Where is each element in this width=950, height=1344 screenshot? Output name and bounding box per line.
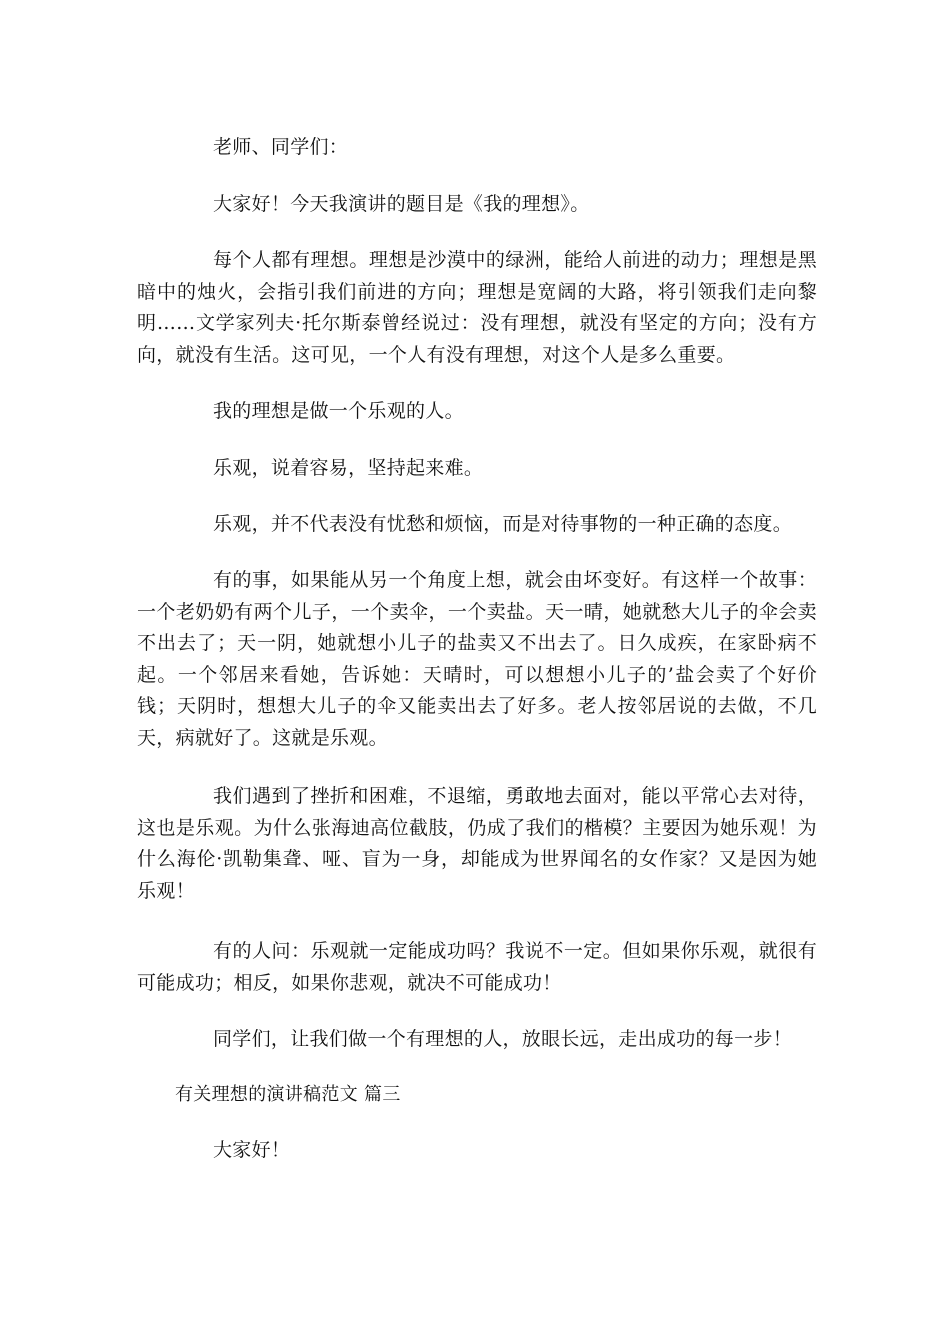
paragraph-optimism-hard: 乐观，说着容易，坚持起来难。 — [213, 457, 484, 479]
section-heading: 有关理想的演讲稿范文 篇三 — [175, 1084, 401, 1105]
paragraph-greeting: 老师、同学们： — [213, 136, 349, 158]
paragraph-call-to-action: 同学们，让我们做一个有理想的人，放眼长远，走出成功的每一步！ — [213, 1028, 793, 1050]
paragraph-my-ideal: 我的理想是做一个乐观的人。 — [213, 400, 464, 422]
paragraph-intro: 大家好！今天我演讲的题目是《我的理想》。 — [213, 193, 590, 215]
paragraph-ideals: 每个人都有理想。理想是沙漠中的绿洲，能给人前进的动力；理想是黑暗中的烛火，会指引我们前进的方向；理想是宽阔的大路，将引领我们走向黎明……文学家列夫·托尔斯泰曾经说过：没有理想，就没有坚定的方向；没有方向，就没有生活。这可见，一个人有没有理想，对这个人是多么重要。 — [137, 249, 817, 366]
paragraph-examples: 我们遇到了挫折和困难，不退缩，勇敢地去面对，能以平常心去对待，这也是乐观。为什么张海迪高位截肢，仍成了我们的楷模？主要因为她乐观！为什么海伦·凯勒集聋、哑、盲为一身，却能成为世界闻名的女作家？又是因为她乐观！ — [137, 785, 817, 902]
paragraph-success: 有的人问：乐观就一定能成功吗？我说不一定。但如果你乐观，就很有可能成功；相反，如果你悲观，就决不可能成功！ — [137, 940, 817, 994]
paragraph-closing-greeting: 大家好！ — [213, 1139, 291, 1161]
paragraph-story: 有的事，如果能从另一个角度上想，就会由坏变好。有这样一个故事：一个老奶奶有两个儿子，一个卖伞，一个卖盐。天一晴，她就愁大儿子的伞会卖不出去了；天一阴，她就想小儿子的盐卖又不出去了。日久成疾，在家卧病不起。一个邻居来看她，告诉她：天晴时，可以想想小儿子的’盐会卖了个好价钱；天阴时，想想大儿子的伞又能卖出去了好多。老人按邻居说的去做，不几天，病就好了。这就是乐观。 — [137, 569, 817, 749]
paragraph-optimism-meaning: 乐观，并不代表没有忧愁和烦恼，而是对待事物的一种正确的态度。 — [213, 513, 793, 535]
